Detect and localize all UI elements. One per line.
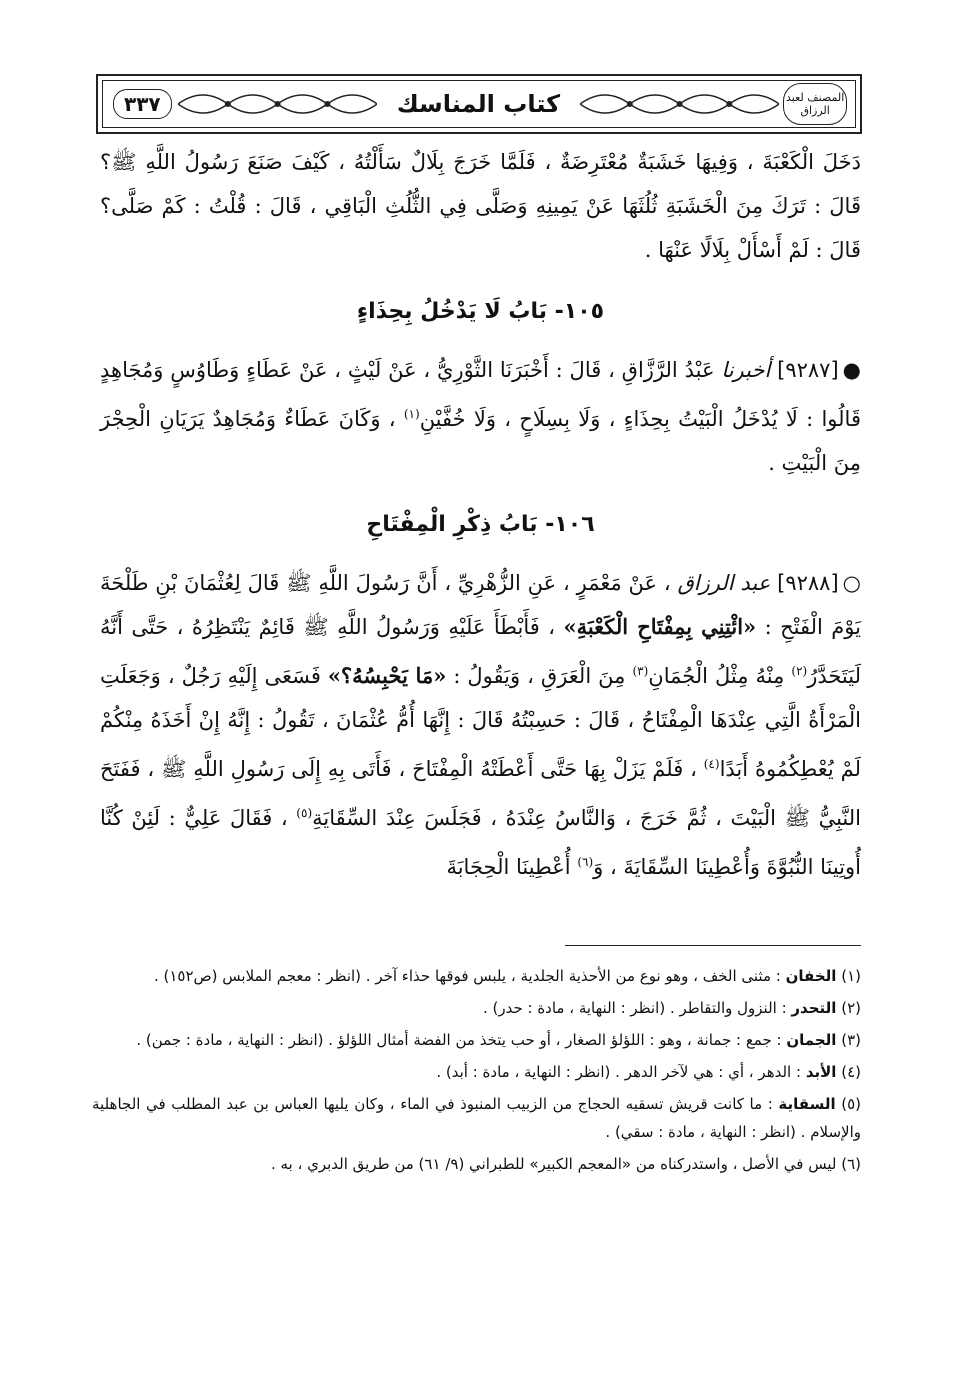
footnote-number: (٢) [841,999,861,1017]
book-title: كتاب المناسك [396,90,561,118]
footnote-text: : الدهر ، أي : هي لآخر الدهر . (انظر : النهاية ، مادة : أبد) . [436,1063,802,1081]
book-seal: المصنف لعبد الرزاق [783,83,847,125]
prophet-quote: «ائْتِنِي بِمِفْتَاحِ الْكَعْبَةِ» [563,614,757,639]
hadith-text: ، فَقَالَ عَلِيٌّ : لَئِنْ كُنَّا أُوتِينَا النُّبُوَّةَ وَأُعْطِينَا السِّقَايَةَ ، وَ [100,806,861,879]
footnote-text: : ما كانت قريش تسقيه الحجاج من الزبيب المنبوذ في الماء ، وكان يليها العباس بن عبد المطلب في الجاهلية والإسلام . (انظر : النهاية ، مادة : سقي) . [92,1095,861,1141]
footnote-5 [92,1090,861,1146]
footnote-term: الجمان [786,1031,837,1049]
header-inner-frame [102,80,856,128]
hadith-9287 [100,348,861,485]
footnote-ref-6: (٦) [577,855,594,869]
right-ornament-icon [580,84,779,124]
footnote-number: (٣) [841,1031,861,1049]
footnote-divider [565,945,861,946]
solid-bullet-icon: ● [842,358,861,382]
footnote-ref-4: (٤) [703,757,720,771]
footnote-number: (٤) [841,1063,861,1081]
footnote-ref-1: (١) [403,407,420,421]
hadith-text: ، فَأَبْطَأَ عَلَيْهِ وَرَسُولُ اللَّهِ ﷺ قَائِمٌ يَنْتَظِرُهُ ، حَتَّى أَنَّهُ لَيَتَحَدَّرُ [100,615,861,688]
hadith-text: ، فَلَمْ يَزَلْ بِهَا حَتَّى أَعْطَتْهُ الْمِفْتَاحَ ، فَأَتَى بِهِ إِلَى رَسُولِ اللَّهِ ﷺ ، فَفَتَحَ النَّبِيُّ ﷺ الْبَيْتَ ، ثُمَّ خَرَجَ ، وَالنَّاسُ عِنْدَهُ ، فَجَلَسَ عِنْدَ السِّقَايَةِ [100,757,861,830]
hadith-text: فَسَعَى إِلَيْهِ رَجُلٌ ، وَجَعَلَتِ الْمَرْأَةُ الَّتِي عِنْدَهَا الْمِفْتَاحُ ، قَالَ : حَسِبْتُهُ قَالَ : إِنَّهَا أُمُّ عُثْمَانَ ، تَقُولُ : إِنَّهُ إِنْ أَخَذَهُ مِنْكُمْ لَمْ يُعْطِكُمُوهُ أَبَدًا [100,664,861,781]
left-ornament-icon [178,84,377,124]
footnote-6 [92,1150,861,1178]
left-ornament [178,84,377,124]
hadith-ref: [٩٢٨٨] [777,571,839,595]
hadith-text: عَبْدُ الرَّزَّاقِ ، قَالَ : أَخْبَرَنَا الثَّوْرِيُّ ، عَنْ لَيْثٍ ، عَنْ عَطَاءٍ وَطَاوُسٍ وَمُجَاهِدٍ قَالُوا : لَا يُدْخَلُ الْبَيْتُ بِحِذَاءٍ ، وَلَا بِسِلَاحٍ ، وَلَا خُفَّيْنِ [100,358,861,431]
narrator-abbrev: أخبرنا [721,358,771,382]
footnote-text: ليس في الأصل ، واستدركناه من «المعجم الكبير» للطبراني (٩/ ٦١) من طريق الدبري ، به . [270,1155,837,1173]
hadith-text: أُعْطِينَا الْحِجَابَةَ [446,855,571,879]
page-number: ٣٣٧ [113,89,172,119]
hadith-text: ، وَكَانَ عَطَاءٌ وَمُجَاهِدٌ يَرَيَانِ الْحِجْرَ مِنَ الْبَيْتِ . [100,407,861,475]
hollow-bullet-icon: ○ [842,571,861,595]
hadith-text: ، عَنْ مَعْمَرٍ ، عَنِ الزُّهْرِيِّ ، أَنَّ رَسُولَ اللَّهِ ﷺ قَالَ لِعُثْمَانَ بْنِ طَلْحَةَ يَوْمَ الْفَتْحِ : [100,571,861,639]
chapter-105-heading: ١٠٥- بَابُ لَا يَدْخُلُ بِحِذَاءٍ [356,299,605,324]
footnote-text: : جمع : جمانة ، وهو : اللؤلؤ الصغار ، أو حب يتخذ من الفضة أمثال اللؤلؤ . (انظر : النهاية ، مادة : جمن) . [136,1031,782,1049]
footnote-1 [92,962,861,990]
footnote-term: التحدر [791,999,837,1017]
footnote-ref-5: (٥) [296,806,313,820]
hadith-text: مِنْهُ مِثْلُ الْجُمَانِ [648,664,785,688]
footnote-number: (٥) [841,1095,861,1113]
footnote-number: (١) [841,967,861,985]
narrator-name: عبد الرزاق [677,571,771,595]
footnote-4 [92,1058,861,1086]
footnote-text: : مثنى الخف ، وهو نوع من الأحذية الجلدية ، يلبس فوقها حذاء آخر . (انظر : معجم الملابس (ص١٥٢) . [153,967,781,985]
page-header [96,74,862,134]
continued-paragraph: دَخَلَ الْكَعْبَةَ ، وَفِيهَا خَشَبَةٌ مُعْتَرِضَةٌ ، فَلَمَّا خَرَجَ بِلَالٌ سَأَلْتُهُ ، كَيْفَ صَنَعَ رَسُولُ اللَّهِ ﷺ؟ قَالَ : تَرَكَ مِنَ الْخَشَبَةِ ثُلُثَهَا عَنْ يَمِينِهِ وَصَلَّى فِي الثُّلُثِ الْبَاقِي ، قَالَ : قُلْتُ : كَمْ صَلَّى؟ قَالَ : لَمْ أَسْأَلْ بِلَالًا عَنْهَا . [100,150,861,262]
footnote-2 [92,994,861,1022]
footnote-term: الخفان [785,967,837,985]
footnote-ref-2: (٢) [791,664,808,678]
footnote-text: : النزول والتقاطر . (انظر : النهاية ، مادة : حدر) . [482,999,787,1017]
footnotes-section [92,962,861,1182]
footnote-3 [92,1026,861,1054]
footnote-term: السقاية [778,1095,836,1113]
main-content [100,140,861,889]
footnote-ref-3: (٣) [632,664,649,678]
footnote-number: (٦) [841,1155,861,1173]
prophet-quote: «مَا يَحْبِسُهُ؟» [327,663,447,688]
chapter-106-heading: ١٠٦- بَابُ ذِكْرِ الْمِفْتَاحِ [366,512,595,537]
right-ornament [580,84,779,124]
hadith-ref: [٩٢٨٧] [777,358,839,382]
hadith-text: مِنَ الْعَرَقِ ، وَيَقُولُ : [453,664,626,688]
hadith-9288 [100,561,861,889]
footnote-term: الأبد [805,1063,837,1081]
